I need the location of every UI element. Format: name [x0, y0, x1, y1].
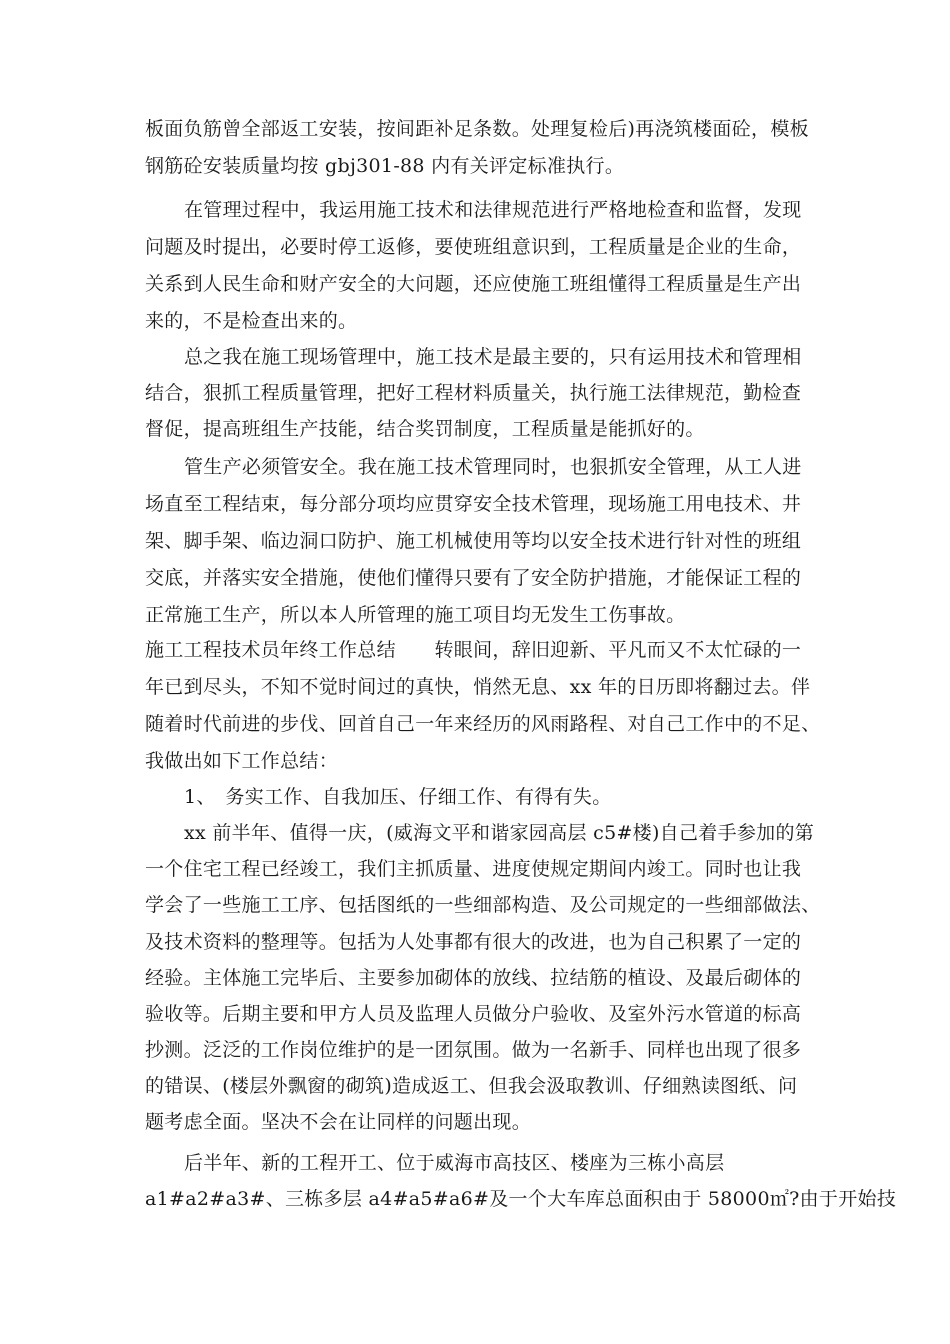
text-line: a1#a2#a3#、三栋多层 a4#a5#a6#及一个大车库总面积由于 58000㎡?由于开始技	[145, 1188, 897, 1210]
text-line: 学会了一些施工工序、包括图纸的一些细部构造、及公司规定的一些细部做法、	[145, 894, 821, 916]
text-line: 抄测。泛泛的工作岗位维护的是一团氛围。做为一名新手、同样也出现了很多	[145, 1039, 802, 1061]
text-line: 题考虑全面。坚决不会在让同样的问题出现。	[145, 1111, 532, 1133]
text-line: 钢筋砼安装质量均按 gbj301-88 内有关评定标准执行。	[145, 155, 625, 177]
text-line: 架、脚手架、临边洞口防护、施工机械使用等均以安全技术进行针对性的班组	[145, 530, 802, 552]
paragraph-start-line: 在管理过程中，我运用施工技术和法律规范进行严格地检查和监督，发现	[184, 199, 802, 221]
paragraph-start-line: xx 前半年、值得一庆，(威海文平和谐家园高层 c5#楼)自己着手参加的第	[184, 822, 815, 844]
text-line: 关系到人民生命和财产安全的大问题，还应使施工班组懂得工程质量是生产出	[145, 273, 802, 295]
text-line: 板面负筋曾全部返工安装，按间距补足条数。处理复检后)再浇筑楼面砼，模板	[145, 118, 809, 140]
text-line: 正常施工生产，所以本人所管理的施工项目均无发生工伤事故。	[145, 604, 686, 626]
text-line: 经验。主体施工完毕后、主要参加砌体的放线、拉结筋的植设、及最后砌体的	[145, 967, 802, 989]
text-line: 我做出如下工作总结：	[145, 750, 339, 772]
text-line: 来的，不是检查出来的。	[145, 310, 358, 332]
text-line: 结合，狠抓工程质量管理，把好工程材料质量关，执行施工法律规范，勤检查	[145, 382, 802, 404]
section-title-line: 施工工程技术员年终工作总结 转眼间，辞旧迎新、平凡而又不太忙碌的一	[145, 639, 802, 661]
text-line: 问题及时提出，必要时停工返修，要使班组意识到，工程质量是企业的生命，	[145, 236, 802, 258]
text-line: 交底，并落实安全措施，使他们懂得只要有了安全防护措施，才能保证工程的	[145, 567, 802, 589]
text-line: 验收等。后期主要和甲方人员及监理人员做分户验收、及室外污水管道的标高	[145, 1003, 802, 1025]
text-line: 督促，提高班组生产技能，结合奖罚制度，工程质量是能抓好的。	[145, 418, 705, 440]
paragraph-start-line: 管生产必须管安全。我在施工技术管理同时，也狠抓安全管理，从工人进	[184, 456, 802, 478]
text-line: 及技术资料的整理等。包括为人处事都有很大的改进，也为自己积累了一定的	[145, 931, 802, 953]
paragraph-start-line: 总之我在施工现场管理中，施工技术是最主要的，只有运用技术和管理相	[184, 346, 802, 368]
text-line: 的错误、(楼层外飘窗的砌筑)造成返工、但我会汲取教训、仔细熟读图纸、问	[145, 1075, 798, 1097]
text-line: 随着时代前进的步伐、回首自己一年来经历的风雨路程、对自己工作中的不足、	[145, 713, 821, 735]
paragraph-start-line: 后半年、新的工程开工、位于威海市高技区、楼座为三栋小高层	[184, 1152, 725, 1174]
text-line: 年已到尽头，不知不觉时间过的真快，悄然无息、xx 年的日历即将翻过去。伴	[145, 676, 811, 698]
text-line: 一个住宅工程已经竣工，我们主抓质量、进度使规定期间内竣工。同时也让我	[145, 858, 802, 880]
text-line: 场直至工程结束，每分部分项均应贯穿安全技术管理，现场施工用电技术、井	[145, 493, 802, 515]
numbered-item: 1、 务实工作、自我加压、仔细工作、有得有失。	[184, 786, 612, 808]
